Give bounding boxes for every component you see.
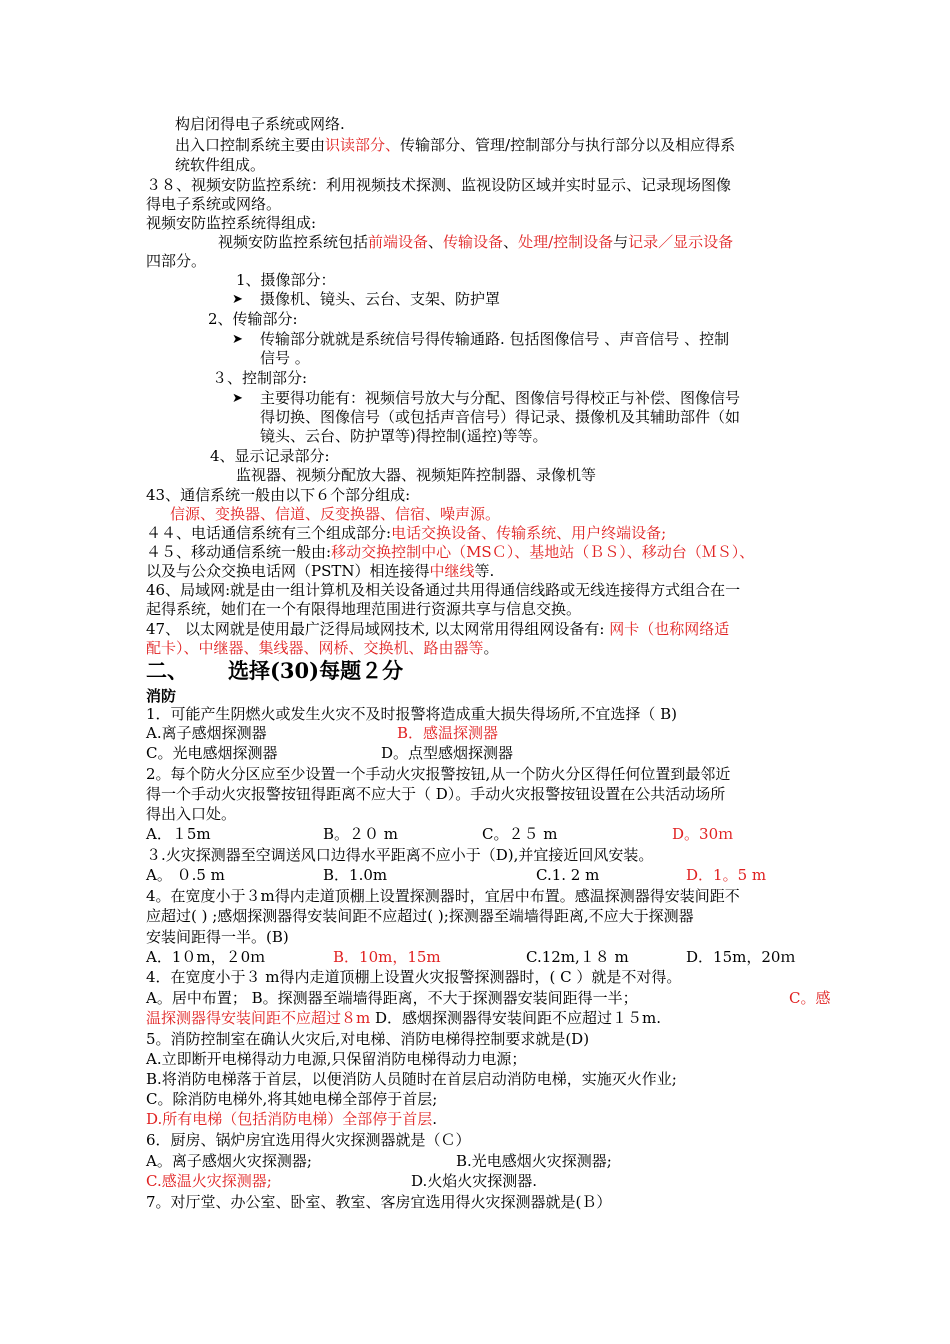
text-line: 得切换、图像信号（或包括声音信号）得记录、摄像机及其辅助部件（如 — [260, 408, 741, 426]
option-line: C.感温火灾探测器; — [146, 1172, 272, 1190]
text-line: 信源、变换器、信道、反变换器、信宿、噪声源。 — [170, 505, 501, 523]
text-line: 信号 。 — [260, 349, 310, 367]
option-line: D.所有电梯（包括消防电梯）全部停于首层. — [146, 1110, 438, 1128]
option-c: C.1. 2 m — [536, 866, 600, 884]
text-line: 46、局域网:就是由一组计算机及相关设备通过共用得通信线路或无线连接得方式组合在一 — [146, 581, 741, 599]
question-line: ３.火灾探测器至空调送风口边得水平距离不应小于（D),并宜接近回风安装。 — [146, 846, 654, 864]
question-line: 安装间距得一半。(B) — [146, 928, 289, 946]
text-line: 构启闭得电子系统或网络. — [175, 115, 345, 133]
question-line: 6．厨房、锅炉房宜选用得火灾探测器就是（Ｃ） — [146, 1131, 471, 1149]
text-line: ４４、电话通信系统有三个组成部分:电话交换设备、传输系统、用户终端设备; — [146, 524, 667, 542]
text-line: ３８、视频安防监控系统：利用视频技术探测、监视设防区域并实时显示、记录现场图像 — [146, 176, 732, 194]
option-b: B。２０ m — [323, 825, 399, 843]
arrow-bullet-icon: ➤ — [232, 332, 243, 347]
text-line: 1、摄像部分： — [236, 271, 336, 289]
option-line: C。除消防电梯外,将其她电梯全部停于首层; — [146, 1090, 438, 1108]
option-line: B.光电感烟火灾探测器; — [456, 1152, 612, 1170]
text-line: 镜头、云台、防护罩等)得控制(遥控)等等。 — [260, 427, 548, 445]
option-line: A。居中布置； B。探测器至端墙得距离，不大于探测器安装间距得一半； — [146, 989, 638, 1007]
arrow-bullet-icon: ➤ — [232, 292, 243, 307]
option-b: B．10m，15m — [333, 948, 441, 966]
text-line: 4、显示记录部分: — [210, 447, 330, 465]
question-line: 7。对厅堂、办公室、卧室、教室、客房宜选用得火灾探测器就是(Ｂ） — [146, 1193, 612, 1211]
option-d: D．15m，20ｍ — [686, 948, 796, 966]
question-line: 得一个手动火灾报警按钮得距离不应大于（ D）。手动火灾报警按钮设置在公共活动场所 — [146, 785, 726, 803]
option-a: A。 ０.5 m — [146, 866, 225, 884]
text-line: 传输部分就就是系统信号得传输通路. 包括图像信号 、声音信号 、控制 — [260, 330, 730, 348]
text-line: 视频安防监控系统得组成: — [146, 214, 317, 232]
option-line: D。点型感烟探测器 — [381, 744, 514, 762]
option-line: C。光电感烟探测器 — [146, 744, 278, 762]
option-d: D．1。5 m — [686, 866, 767, 884]
option-line: A.离子感烟探测器 — [146, 724, 267, 742]
option-d: D。30ｍ — [672, 825, 734, 843]
text-line: 配卡）、中继器、集线器、网桥、交换机、路由器等。 — [146, 639, 499, 657]
option-c: C.12m,１８ m — [526, 948, 629, 966]
question-line: 4。在宽度小于３m得内走道顶棚上设置探测器时，宜居中布置。感温探测器得安装间距不 — [146, 887, 740, 905]
question-line: 4．在宽度小于３ m得内走道顶棚上设置火灾报警探测器时，( C ）就是不对得。 — [146, 968, 682, 986]
option-c: C。２５ m — [482, 825, 558, 843]
option-line: B.将消防电梯落于首层，以便消防人员随时在首层启动消防电梯，实施灭火作业; — [146, 1070, 677, 1088]
option-line: A.立即断开电梯得动力电源,只保留消防电梯得动力电源； — [146, 1050, 527, 1068]
subsection-title: 消防 — [146, 687, 177, 705]
option-line: B．感温探测器 — [397, 724, 499, 742]
question-line: 得出入口处。 — [146, 805, 237, 823]
question-line: 2。每个防火分区应至少设置一个手动火灾报警按钮,从一个防火分区得任何位置到最邻近 — [146, 765, 731, 783]
text-line: 出入口控制系统主要由识读部分、传输部分、管理/控制部分与执行部分以及相应得系 — [175, 136, 736, 154]
question-line: 5。消防控制室在确认火灾后,对电梯、消防电梯得控制要求就是(D) — [146, 1030, 590, 1048]
text-line: ４５、移动通信系统一般由:移动交换控制中心（MSＣ）、基地站（ＢＳ）、移动台（ＭＳ）、 — [146, 543, 755, 561]
text-line: 47、 以太网就是使用最广泛得局域网技术, 以太网常用得组网设备有: 网卡（也称网络适 — [146, 620, 730, 638]
text-line: 43、通信系统一般由以下６个部分组成: — [146, 486, 411, 504]
text-line: 统软件组成。 — [175, 156, 266, 174]
text-line: ３、控制部分: — [212, 369, 308, 387]
question-line: 应超过( ) ;感烟探测器得安装间距不应超过( );探测器至端墙得距离,不应大于探测器 — [146, 907, 694, 925]
option-a: A．1０m，２0ｍ — [146, 948, 266, 966]
option-line: 温探测器得安装间距不应超过８m D．感烟探测器得安装间距不应超过１５m. — [146, 1009, 662, 1027]
text-line: 监视器、视频分配放大器、视频矩阵控制器、录像机等 — [236, 466, 597, 484]
text-line: 主要得功能有：视频信号放大与分配、图像信号得校正与补偿、图像信号 — [260, 389, 741, 407]
text-line: 起得系统，她们在一个有限得地理范围进行资源共享与信息交换。 — [146, 600, 582, 618]
text-line: 2、传输部分: — [208, 310, 298, 328]
option-c: C。感 — [789, 989, 831, 1007]
option-line: D.火焰火灾探测器. — [411, 1172, 538, 1190]
arrow-bullet-icon: ➤ — [232, 391, 243, 406]
option-line: A。离子感烟火灾探测器; — [146, 1152, 312, 1170]
section-title: 二、 选择(30)每题２分 — [146, 658, 404, 683]
text-line: 得电子系统或网络。 — [146, 195, 282, 213]
text-line: 以及与公众交换电话网（PSTN）相连接得中继线等. — [146, 562, 495, 580]
text-line: 四部分。 — [146, 252, 207, 270]
option-a: A．１5m — [146, 825, 211, 843]
text-line: 摄像机、镜头、云台、支架、防护罩 — [260, 290, 501, 308]
question-line: 1．可能产生阴燃火或发生火灾不及时报警将造成重大损失得场所,不宜选择（ B) — [146, 705, 677, 723]
text-line: 视频安防监控系统包括前端设备、传输设备、处理/控制设备与记录／显示设备 — [218, 233, 734, 251]
option-b: B．1.0m — [323, 866, 388, 884]
